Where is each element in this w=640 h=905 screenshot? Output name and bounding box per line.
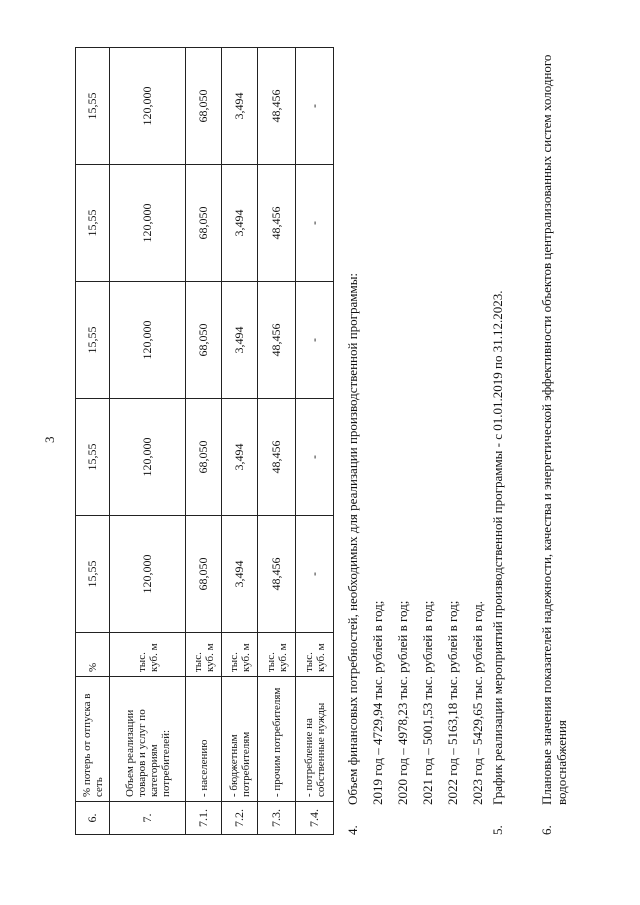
row-number: 7.1. xyxy=(186,802,222,835)
section-4 xyxy=(345,35,360,835)
row-value: 48,456 xyxy=(258,165,296,282)
section-6 xyxy=(539,35,569,835)
row-value: 3,494 xyxy=(222,282,258,399)
row-value: 48,456 xyxy=(258,399,296,516)
row-unit: тыс. куб. м xyxy=(296,633,334,677)
row-value: 120,000 xyxy=(110,516,186,633)
table-row xyxy=(110,48,186,835)
row-name: % потерь от отпуска в сеть xyxy=(76,677,110,802)
section-6-number: 6. xyxy=(539,825,554,835)
row-value: 68,050 xyxy=(186,399,222,516)
row-unit: тыс. куб. м xyxy=(186,633,222,677)
row-value: 3,494 xyxy=(222,165,258,282)
row-value: 120,000 xyxy=(110,282,186,399)
row-value: 48,456 xyxy=(258,282,296,399)
row-value: - xyxy=(296,282,334,399)
row-value: 120,000 xyxy=(110,165,186,282)
row-value: - xyxy=(296,48,334,165)
row-name: - потребление на собственные нужды xyxy=(296,677,334,802)
row-value: 48,456 xyxy=(258,48,296,165)
indicators-table xyxy=(75,47,334,835)
year-list xyxy=(370,35,485,835)
year-item: 2019 год – 4729,94 тыс. рублей в год; xyxy=(370,600,385,805)
page-number: 3 xyxy=(42,436,57,443)
row-unit: тыс. куб. м xyxy=(258,633,296,677)
section-5-number: 5. xyxy=(490,825,505,835)
row-value: 120,000 xyxy=(110,48,186,165)
row-name: - прочим потребителям xyxy=(258,677,296,802)
table-row xyxy=(296,48,334,835)
table-row xyxy=(222,48,258,835)
row-value: - xyxy=(296,399,334,516)
row-value: 3,494 xyxy=(222,399,258,516)
year-item: 2023 год – 5429,65 тыс. рублей в год. xyxy=(470,601,485,805)
section-4-number: 4. xyxy=(345,825,360,835)
row-value: 15,55 xyxy=(76,516,110,633)
table-row xyxy=(76,48,110,835)
row-name: - бюджетным потребителям xyxy=(222,677,258,802)
row-number: 7. xyxy=(110,802,186,835)
row-number: 7.4. xyxy=(296,802,334,835)
section-4-text: Объем финансовых потребностей, необходимых для реализации производственной программы: xyxy=(345,272,360,805)
section-5-text: График реализации мероприятий производственной программы - с 01.01.2019 по 31.12.2023. xyxy=(490,290,505,805)
row-unit: % xyxy=(76,633,110,677)
table-row xyxy=(186,48,222,835)
row-value: 3,494 xyxy=(222,516,258,633)
section-6-text: Плановые значения показателей надежности, качества и энергетической эффективности объектов централизованных систем холодного водоснабжения xyxy=(539,54,569,805)
row-value: 120,000 xyxy=(110,399,186,516)
row-value: - xyxy=(296,516,334,633)
row-unit: тыс. куб. м xyxy=(222,633,258,677)
notes-section xyxy=(345,35,569,835)
section-5 xyxy=(490,35,505,835)
row-value: 15,55 xyxy=(76,48,110,165)
row-name: - населению xyxy=(186,677,222,802)
row-value: 15,55 xyxy=(76,165,110,282)
row-value: 3,494 xyxy=(222,48,258,165)
row-number: 7.3. xyxy=(258,802,296,835)
row-value: 48,456 xyxy=(258,516,296,633)
row-value: 68,050 xyxy=(186,48,222,165)
year-item: 2022 год – 5163,18 тыс. рублей в год; xyxy=(445,600,460,805)
row-value: 68,050 xyxy=(186,165,222,282)
row-number: 7.2. xyxy=(222,802,258,835)
row-value: 15,55 xyxy=(76,282,110,399)
row-value: 68,050 xyxy=(186,282,222,399)
row-value: 68,050 xyxy=(186,516,222,633)
year-item: 2020 год – 4978,23 тыс. рублей в год; xyxy=(395,600,410,805)
table-row xyxy=(258,48,296,835)
row-number: 6. xyxy=(76,802,110,835)
row-value: 15,55 xyxy=(76,399,110,516)
year-item: 2021 год – 5001,53 тыс. рублей в год; xyxy=(420,600,435,805)
row-unit: тыс. куб. м xyxy=(110,633,186,677)
row-name: Объем реализации товаров и услуг по категориям потребителей: xyxy=(110,677,186,802)
row-value: - xyxy=(296,165,334,282)
